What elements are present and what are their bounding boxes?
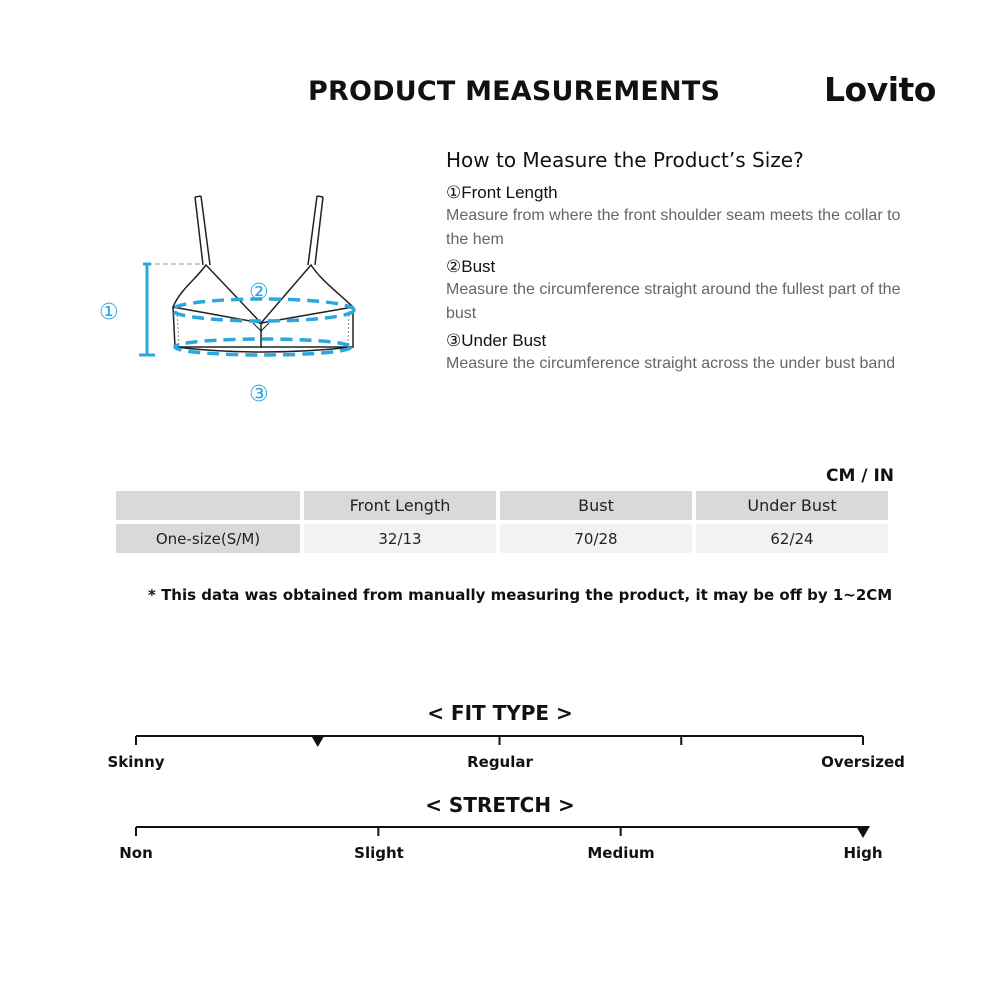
- size-table: [116, 491, 892, 557]
- fit-label-regular: Regular: [467, 753, 533, 771]
- stretch-label-slight: Slight: [354, 844, 404, 862]
- stretch-marker-icon: [856, 826, 870, 838]
- fit-type-marker-icon: [311, 735, 325, 747]
- table-cell: 62/24: [696, 524, 888, 553]
- fit-type-title: < FIT TYPE >: [427, 701, 573, 725]
- table-row: [116, 524, 892, 557]
- stretch-label-non: Non: [119, 844, 153, 862]
- table-header-cell: Front Length: [304, 491, 496, 520]
- front-length-marker: ①: [99, 300, 119, 325]
- under-bust-desc: Measure the circumference straight across the under bust band: [446, 355, 896, 372]
- bust-desc: Measure the circumference straight around the fullest part of the bust: [446, 281, 901, 322]
- table-header-row: [116, 491, 892, 524]
- table-cell: One-size(S/M): [116, 524, 300, 553]
- stretch-label-medium: Medium: [587, 844, 655, 862]
- guide-heading: How to Measure the Product’s Size?: [446, 148, 804, 172]
- under-bust-marker: ③: [249, 382, 269, 407]
- under-bust-title: ③Under Bust: [446, 331, 547, 350]
- page-title: PRODUCT MEASUREMENTS: [308, 76, 721, 107]
- brand-logo: Lovito: [824, 70, 936, 109]
- fit-label-skinny: Skinny: [107, 753, 165, 771]
- unit-label: CM / IN: [826, 466, 894, 486]
- table-cell: 32/13: [304, 524, 496, 553]
- front-length-title: ①Front Length: [446, 183, 558, 202]
- bust-title: ②Bust: [446, 257, 496, 276]
- fit-label-oversized: Oversized: [821, 753, 905, 771]
- front-length-desc: Measure from where the front shoulder seam meets the collar to the hem: [446, 207, 901, 248]
- stretch-label-high: High: [843, 844, 883, 862]
- measurement-guide: [446, 148, 926, 380]
- measurement-note: * This data was obtained from manually measuring the product, it may be off by 1~2CM: [148, 586, 893, 604]
- bra-measurement-illustration: [95, 185, 395, 415]
- table-header-cell: Bust: [500, 491, 692, 520]
- bust-marker: ②: [249, 280, 269, 305]
- table-header-cell: Under Bust: [696, 491, 888, 520]
- stretch-title: < STRETCH >: [425, 793, 575, 817]
- table-header-cell: [116, 491, 300, 520]
- table-cell: 70/28: [500, 524, 692, 553]
